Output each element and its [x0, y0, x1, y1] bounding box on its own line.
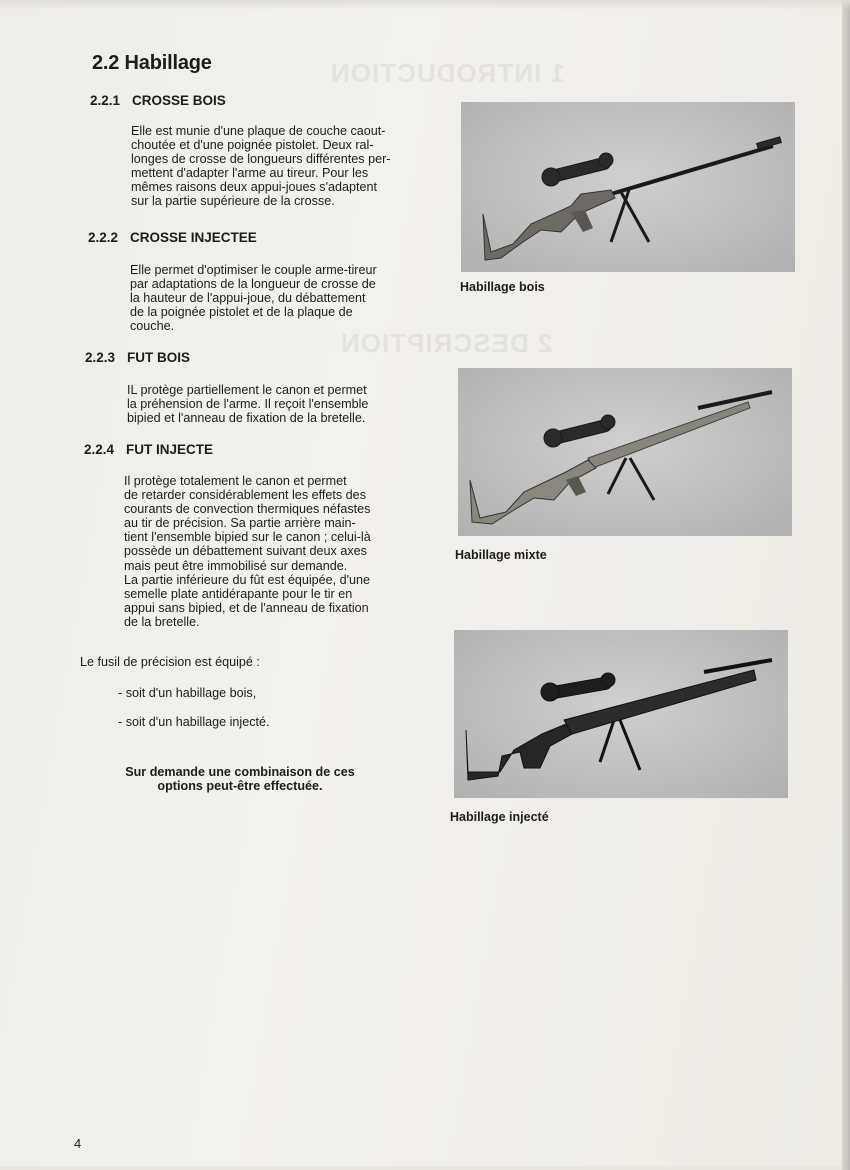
subsection-number: 2.2.1	[90, 93, 121, 108]
subsection-heading-crosse-injectee	[88, 230, 257, 245]
summary-option-injected: - soit d'un habillage injecté.	[118, 715, 270, 729]
figure-caption-mixed: Habillage mixte	[455, 548, 547, 562]
rifle-photo-wood	[461, 102, 795, 272]
summary-note: Sur demande une combinaison de ces options peut-être effectuée.	[125, 765, 355, 794]
page-edge-top	[0, 0, 850, 10]
page-number: 4	[74, 1136, 82, 1151]
subsection-text-fut-injecte: Il protège totalement le canon et permet de retarder considérablement les effets des courants de convection thermiques néfastes au tir de précision. Sa partie arrière main- tient l'ensemble bipied sur le canon ; celui-là possède un débattement suivant deux axes mais peut être immobilisé sur demande. La partie inférieure du fût est équipée, d'une semelle plate antidérapante pour le tir en appui sans bipied, et de l'anneau de fixation de la bretelle.	[124, 474, 371, 629]
section-title: 2.2 Habillage	[92, 52, 212, 74]
subsection-text-fut-bois: IL protège partiellement le canon et permet la préhension de l'arme. Il reçoit l'ensemble bipied et l'anneau de fixation de la bretelle.	[127, 383, 369, 426]
summary-intro: Le fusil de précision est équipé :	[80, 655, 260, 669]
summary-option-wood: - soit d'un habillage bois,	[118, 686, 257, 700]
subsection-title: FUT INJECTE	[126, 442, 214, 457]
show-through-text: 2 DESCRIPTION	[340, 328, 553, 358]
subsection-heading-fut-bois	[85, 350, 190, 365]
rifle-illustration	[461, 102, 795, 272]
show-through-text: 1 INTRODUCTION	[330, 58, 565, 88]
subsection-number: 2.2.4	[84, 442, 115, 457]
figure-caption-injected: Habillage injecté	[450, 810, 549, 824]
subsection-title: CROSSE BOIS	[132, 93, 226, 108]
subsection-text-crosse-injectee: Elle permet d'optimiser le couple arme-tireur par adaptations de la longueur de crosse de la hauteur de l'appui-joue, du débattement de la poignée pistolet et de la plaque de couche.	[130, 263, 377, 334]
rifle-illustration	[458, 368, 792, 536]
subsection-text-crosse-bois: Elle est munie d'une plaque de couche caout- choutée et d'une poignée pistolet. Deux ral- longes de crosse de longueurs différentes per- mettent d'adapter l'arme au tireur. Pour les mêmes raisons deux appui-joues s'adaptent sur la partie supérieure de la crosse.	[131, 124, 391, 209]
rifle-photo-mixed	[458, 368, 792, 536]
subsection-title: CROSSE INJECTEE	[130, 230, 257, 245]
subsection-number: 2.2.3	[85, 350, 116, 365]
rifle-illustration	[454, 630, 788, 798]
subsection-number: 2.2.2	[88, 230, 119, 245]
figure-caption-wood: Habillage bois	[460, 280, 545, 294]
page-edge	[842, 0, 850, 1170]
subsection-heading-crosse-bois	[90, 93, 226, 108]
subsection-title: FUT BOIS	[127, 350, 190, 365]
subsection-heading-fut-injecte	[84, 442, 213, 457]
rifle-photo-injected	[454, 630, 788, 798]
